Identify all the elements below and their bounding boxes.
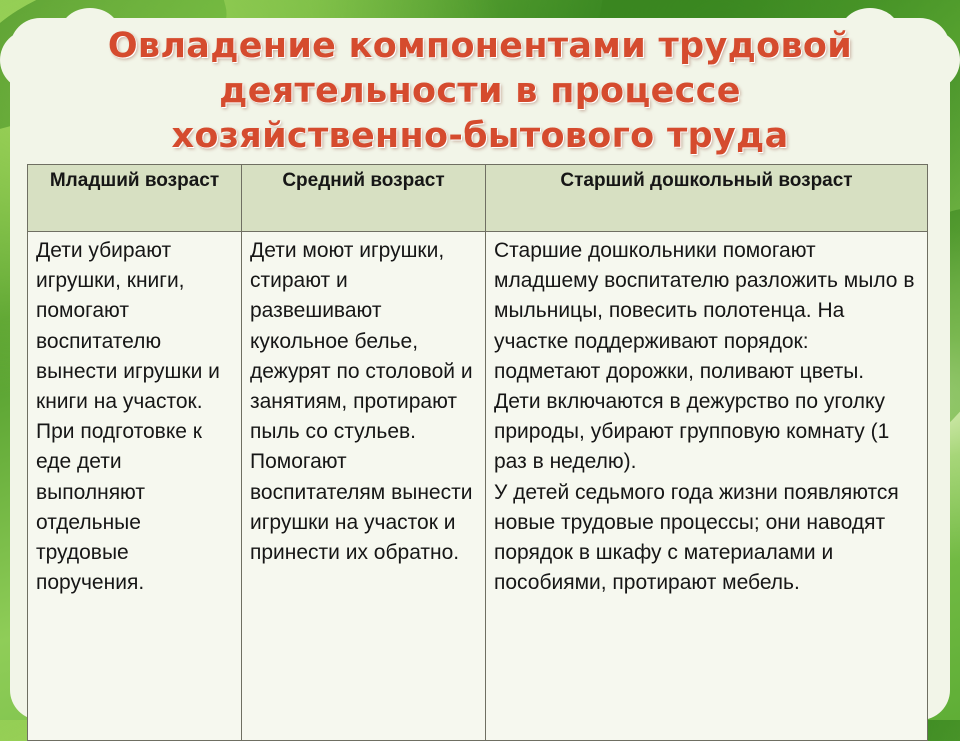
- cell-senior-preschool-age: [486, 232, 928, 741]
- title-line: деятельности в процессе: [219, 71, 741, 111]
- header-middle-age: Средний возраст: [242, 165, 486, 232]
- age-groups-table: [27, 164, 928, 741]
- page-title: [20, 24, 940, 159]
- cell-paragraph: Старшие дошкольники помогают младшему воспитателю разложить мыло в мыльницы, повесить полотенца. На участке поддерживают порядок: подметают дорожки, поливают цветы.: [494, 239, 915, 383]
- cell-middle-age: Дети моют игрушки, стирают и развешивают кукольное белье, дежурят по столовой и занятиям, протирают пыль со стульев. Помогают воспитателям вынести игрушки на участок и принести их обратно.: [242, 232, 486, 741]
- cell-paragraph: У детей седьмого года жизни появляются новые трудовые процессы; они наводят порядок в шкафу с материалами и пособиями, протирают мебель.: [494, 480, 899, 595]
- table-header-row: [28, 165, 928, 232]
- header-senior-preschool-age: Старший дошкольный возраст: [486, 165, 928, 232]
- title-line: хозяйственно-бытового труда: [171, 116, 789, 156]
- cell-paragraph: Дети включаются в дежурство по уголку природы, убирают групповую комнату (1 раз в неделю).: [494, 390, 890, 474]
- header-younger-age: Младший возраст: [28, 165, 242, 232]
- table-row: [28, 232, 928, 741]
- title-line: Овладение компонентами трудовой: [107, 26, 853, 66]
- cell-younger-age: Дети убирают игрушки, книги, помогают воспитателю вынести игрушки и книги на участок. При подготовке к еде дети выполняют отдельные трудовые поручения.: [28, 232, 242, 741]
